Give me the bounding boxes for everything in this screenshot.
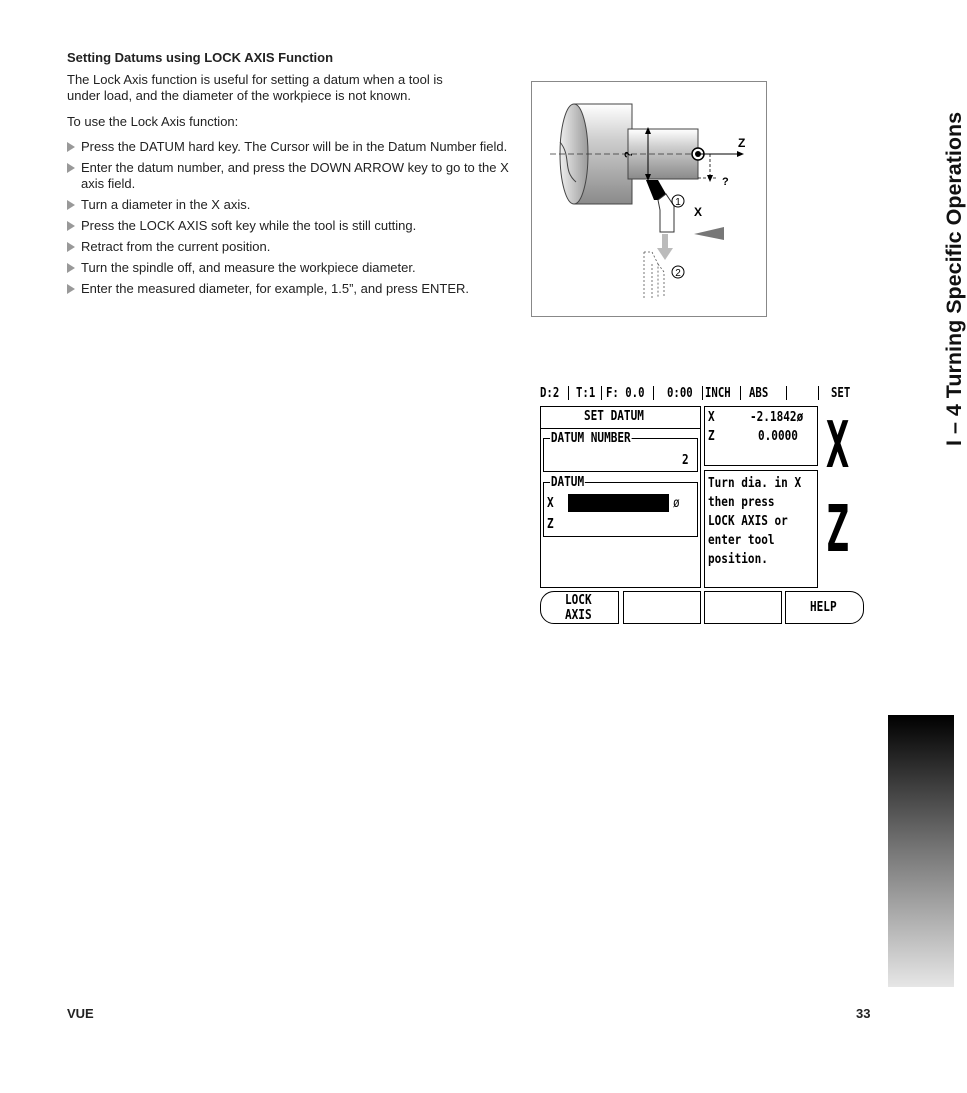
dro-screen [538,382,868,628]
status-feed: F: 0.0 [606,386,645,401]
bullet-arrow-icon [67,163,75,173]
datum-x-label: X [547,496,554,511]
x-axis-label: X [694,205,703,219]
help-line-4: enter tool [708,533,775,548]
status-tool: T:1 [576,386,596,401]
datum-x-input[interactable] [568,494,669,512]
z-axis-label: Z [738,136,746,150]
step-text: Turn the spindle off, and measure the workpiece diameter. [81,260,416,275]
status-mode: ABS [749,386,769,401]
help-softkey-label: HELP [810,600,837,615]
footer-product: VUE [67,1006,94,1021]
pos-z-axis: Z [708,429,715,444]
status-time: 0:00 [667,386,693,401]
use-text: To use the Lock Axis function: [67,114,239,129]
lock-axis-line1: LOCK [565,593,592,608]
big-z-axis-label: Z [826,493,850,567]
section-heading: Setting Datums using LOCK AXIS Function [67,50,334,65]
list-item [67,160,517,192]
intro-line-1: The Lock Axis function is useful for setting a datum when a tool is [67,72,443,87]
datum-number-value: 2 [682,453,689,468]
datum-number-label: DATUM NUMBER [550,431,631,446]
datum-z-label: Z [547,517,554,532]
chapter-title-text: I – 4 Turning Specific Operations [942,111,966,446]
softkey-blank-2[interactable] [623,591,701,624]
help-line-1: Turn dia. in X [708,476,802,491]
bullet-arrow-icon [67,142,75,152]
list-item [67,281,517,297]
form-title: SET DATUM [584,409,644,424]
intro-line-2: under load, and the diameter of the workpiece is not known. [67,88,411,103]
big-x-axis-label: X [826,409,850,483]
status-datum: D:2 [540,386,560,401]
status-unit: INCH [705,386,731,401]
help-line-5: position. [708,552,768,567]
callout-1: 1 [675,197,681,208]
question-mark-z: ? [722,176,729,188]
list-item [67,139,517,155]
bullet-arrow-icon [67,200,75,210]
bullet-arrow-icon [67,242,75,252]
pos-z-value: 0.0000 [758,429,798,444]
step-text: Press the DATUM hard key. The Cursor will be in the Datum Number field. [81,139,508,154]
pos-x-value: -2.1842ø [750,410,804,425]
chapter-tab [888,715,954,987]
list-item [67,239,517,255]
help-softkey[interactable] [785,591,864,624]
datum-label: DATUM [550,475,585,490]
bullet-arrow-icon [67,263,75,273]
lathe-figure [531,81,767,317]
list-item [67,197,517,213]
list-item [67,260,517,276]
step-text: Press the LOCK AXIS soft key while the tool is still cutting. [81,218,417,233]
bullet-arrow-icon [67,221,75,231]
lock-axis-line2: AXIS [565,608,592,623]
help-line-3: LOCK AXIS or [708,514,788,529]
softkey-blank-3[interactable] [704,591,782,624]
step-text: Turn a diameter in the X axis. [81,197,251,212]
step-list [67,139,517,302]
pos-x-axis: X [708,410,715,425]
callout-2: 2 [675,268,681,279]
step-text: Enter the measured diameter, for example, 1.5”, and press ENTER. [81,281,470,296]
page-number: 33 [856,1006,871,1021]
list-item [67,218,517,234]
question-mark-diameter: ? [623,151,635,158]
diameter-symbol: ø [673,496,680,511]
lathe-diagram [532,82,766,316]
bullet-arrow-icon [67,284,75,294]
help-line-2: then press [708,495,775,510]
step-text: Enter the datum number, and press the DOWN ARROW key to go to the X axis field. [81,160,509,191]
status-set: SET [831,386,851,401]
step-text: Retract from the current position. [81,239,271,254]
lock-axis-softkey[interactable] [540,591,619,624]
